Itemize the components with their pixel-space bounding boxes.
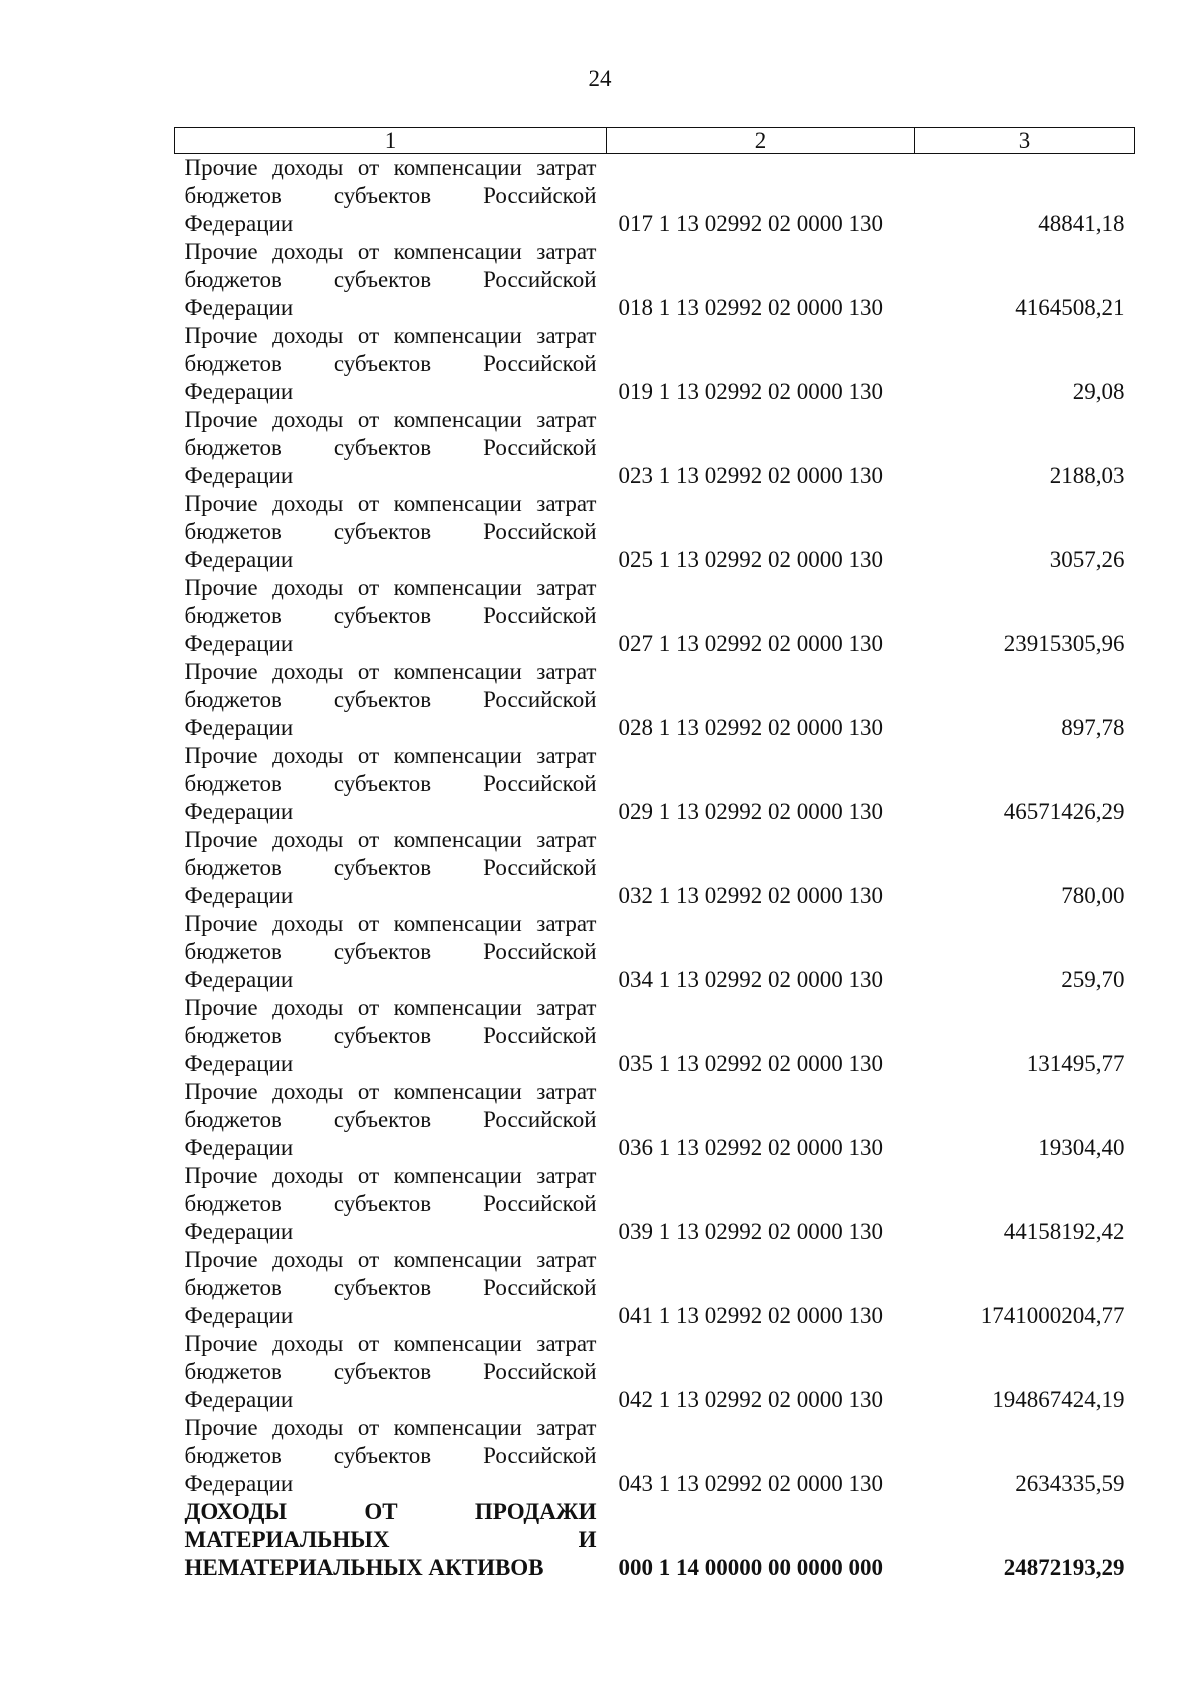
row-code: 018 1 13 02992 02 0000 130 — [618, 295, 883, 320]
row-code: 035 1 13 02992 02 0000 130 — [618, 1051, 883, 1076]
row-name-line: Прочие доходы от компенсации затрат — [184, 155, 597, 180]
row-name-line: Федерации — [184, 547, 294, 572]
row-name-line: бюджетов субъектов Российской — [184, 1443, 597, 1468]
row-name — [175, 1498, 607, 1582]
row-name — [175, 1414, 607, 1498]
header-col-2: 2 — [607, 128, 915, 154]
row-name — [175, 910, 607, 994]
row-name-line: бюджетов субъектов Российской — [184, 1023, 597, 1048]
table-row — [175, 406, 1135, 490]
row-name-line: Прочие доходы от компенсации затрат — [184, 575, 597, 600]
row-amount: 24872193,29 — [1003, 1555, 1125, 1580]
row-name-line: Федерации — [184, 1051, 294, 1076]
row-amount: 780,00 — [1061, 883, 1125, 908]
table-row — [175, 658, 1135, 742]
table-row — [175, 994, 1135, 1078]
row-name-line: бюджетов субъектов Российской — [184, 267, 597, 292]
table-row — [175, 1078, 1135, 1162]
total-row — [175, 1498, 1135, 1582]
header-col-1: 1 — [175, 128, 607, 154]
row-amount: 19304,40 — [1038, 1135, 1125, 1160]
row-name — [175, 238, 607, 322]
table-header — [175, 128, 1135, 154]
row-name-line: Федерации — [184, 463, 294, 488]
row-code: 039 1 13 02992 02 0000 130 — [618, 1219, 883, 1244]
row-name-line: бюджетов субъектов Российской — [184, 1191, 597, 1216]
row-name — [175, 1162, 607, 1246]
row-name-line: Федерации — [184, 1303, 294, 1328]
table-row — [175, 322, 1135, 406]
table-row — [175, 1162, 1135, 1246]
row-code: 042 1 13 02992 02 0000 130 — [618, 1387, 883, 1412]
row-amount: 2634335,59 — [1015, 1471, 1125, 1496]
row-code: 019 1 13 02992 02 0000 130 — [618, 379, 883, 404]
row-amount: 29,08 — [1072, 379, 1125, 404]
row-code: 036 1 13 02992 02 0000 130 — [618, 1135, 883, 1160]
row-name-line: Прочие доходы от компенсации затрат — [184, 1331, 597, 1356]
row-name-line: Федерации — [184, 1135, 294, 1160]
row-name-line: Федерации — [184, 967, 294, 992]
row-name — [175, 742, 607, 826]
row-code: 023 1 13 02992 02 0000 130 — [618, 463, 883, 488]
table-row — [175, 742, 1135, 826]
row-amount: 23915305,96 — [1003, 631, 1125, 656]
row-name — [175, 574, 607, 658]
row-name-line: бюджетов субъектов Российской — [184, 855, 597, 880]
row-name-line: бюджетов субъектов Российской — [184, 435, 597, 460]
row-name-line: Прочие доходы от компенсации затрат — [184, 743, 597, 768]
row-code: 032 1 13 02992 02 0000 130 — [618, 883, 883, 908]
row-name-line: бюджетов субъектов Российской — [184, 183, 597, 208]
row-name-line: бюджетов субъектов Российской — [184, 1275, 597, 1300]
row-code: 043 1 13 02992 02 0000 130 — [618, 1471, 883, 1496]
row-name — [175, 1078, 607, 1162]
row-name-line: бюджетов субъектов Российской — [184, 939, 597, 964]
row-code: 029 1 13 02992 02 0000 130 — [618, 799, 883, 824]
table-row — [175, 1330, 1135, 1414]
row-name-line: бюджетов субъектов Российской — [184, 603, 597, 628]
row-code: 000 1 14 00000 00 0000 000 — [618, 1555, 883, 1580]
row-name-line: бюджетов субъектов Российской — [184, 519, 597, 544]
table-row — [175, 238, 1135, 322]
table-row — [175, 1246, 1135, 1330]
row-name-line: Федерации — [184, 211, 294, 236]
row-code: 028 1 13 02992 02 0000 130 — [618, 715, 883, 740]
row-name-line: Федерации — [184, 1471, 294, 1496]
row-name-line: Прочие доходы от компенсации затрат — [184, 239, 597, 264]
header-row — [175, 128, 1135, 154]
row-name — [175, 658, 607, 742]
row-name-line: Федерации — [184, 883, 294, 908]
row-name-line: Прочие доходы от компенсации затрат — [184, 1079, 597, 1104]
row-name — [175, 994, 607, 1078]
row-name-line: бюджетов субъектов Российской — [184, 687, 597, 712]
row-name-line: Прочие доходы от компенсации затрат — [184, 323, 597, 348]
row-name-line: Федерации — [184, 799, 294, 824]
row-amount: 4164508,21 — [1015, 295, 1125, 320]
table-row — [175, 1414, 1135, 1498]
row-name-line: ДОХОДЫ ОТ ПРОДАЖИ — [184, 1499, 597, 1524]
row-name-line: Федерации — [184, 379, 294, 404]
row-amount: 897,78 — [1061, 715, 1125, 740]
row-name-line: Прочие доходы от компенсации затрат — [184, 1247, 597, 1272]
row-name-line: Прочие доходы от компенсации затрат — [184, 995, 597, 1020]
row-name — [175, 154, 607, 239]
row-name-line: НЕМАТЕРИАЛЬНЫХ АКТИВОВ — [184, 1555, 544, 1580]
row-code: 034 1 13 02992 02 0000 130 — [618, 967, 883, 992]
row-amount: 48841,18 — [1038, 211, 1125, 236]
row-name-line: Федерации — [184, 1387, 294, 1412]
row-amount: 3057,26 — [1049, 547, 1125, 572]
row-name — [175, 490, 607, 574]
row-name-line: Прочие доходы от компенсации затрат — [184, 1415, 597, 1440]
table-body — [175, 154, 1135, 1583]
row-name-line: Прочие доходы от компенсации затрат — [184, 407, 597, 432]
table-row — [175, 910, 1135, 994]
row-name-line: МАТЕРИАЛЬНЫХ И — [184, 1527, 597, 1552]
row-amount: 194867424,19 — [992, 1387, 1125, 1412]
row-amount: 259,70 — [1061, 967, 1125, 992]
header-col-3: 3 — [915, 128, 1135, 154]
row-name-line: бюджетов субъектов Российской — [184, 1107, 597, 1132]
revenue-table — [174, 127, 1135, 1582]
row-name-line: Прочие доходы от компенсации затрат — [184, 1163, 597, 1188]
row-name-line: бюджетов субъектов Российской — [184, 351, 597, 376]
row-name-line: Прочие доходы от компенсации затрат — [184, 827, 597, 852]
row-name-line: бюджетов субъектов Российской — [184, 1359, 597, 1384]
row-amount: 131495,77 — [1026, 1051, 1125, 1076]
row-name-line: Прочие доходы от компенсации затрат — [184, 491, 597, 516]
row-name — [175, 1246, 607, 1330]
table-row — [175, 490, 1135, 574]
row-name — [175, 406, 607, 490]
table-row — [175, 826, 1135, 910]
row-name — [175, 1330, 607, 1414]
row-code: 041 1 13 02992 02 0000 130 — [618, 1303, 883, 1328]
row-name-line: Федерации — [184, 631, 294, 656]
row-name-line: Федерации — [184, 715, 294, 740]
row-amount: 46571426,29 — [1003, 799, 1125, 824]
row-amount: 2188,03 — [1049, 463, 1125, 488]
row-name-line: бюджетов субъектов Российской — [184, 771, 597, 796]
row-name-line: Прочие доходы от компенсации затрат — [184, 911, 597, 936]
row-name — [175, 322, 607, 406]
row-amount: 44158192,42 — [1003, 1219, 1125, 1244]
row-name — [175, 826, 607, 910]
table-row — [175, 574, 1135, 658]
row-name-line: Федерации — [184, 295, 294, 320]
row-name-line: Прочие доходы от компенсации затрат — [184, 659, 597, 684]
row-amount: 1741000204,77 — [980, 1303, 1125, 1328]
row-code: 027 1 13 02992 02 0000 130 — [618, 631, 883, 656]
row-code: 017 1 13 02992 02 0000 130 — [618, 211, 883, 236]
page-number: 24 — [588, 66, 612, 91]
row-code: 025 1 13 02992 02 0000 130 — [618, 547, 883, 572]
table-row — [175, 154, 1135, 239]
row-name-line: Федерации — [184, 1219, 294, 1244]
